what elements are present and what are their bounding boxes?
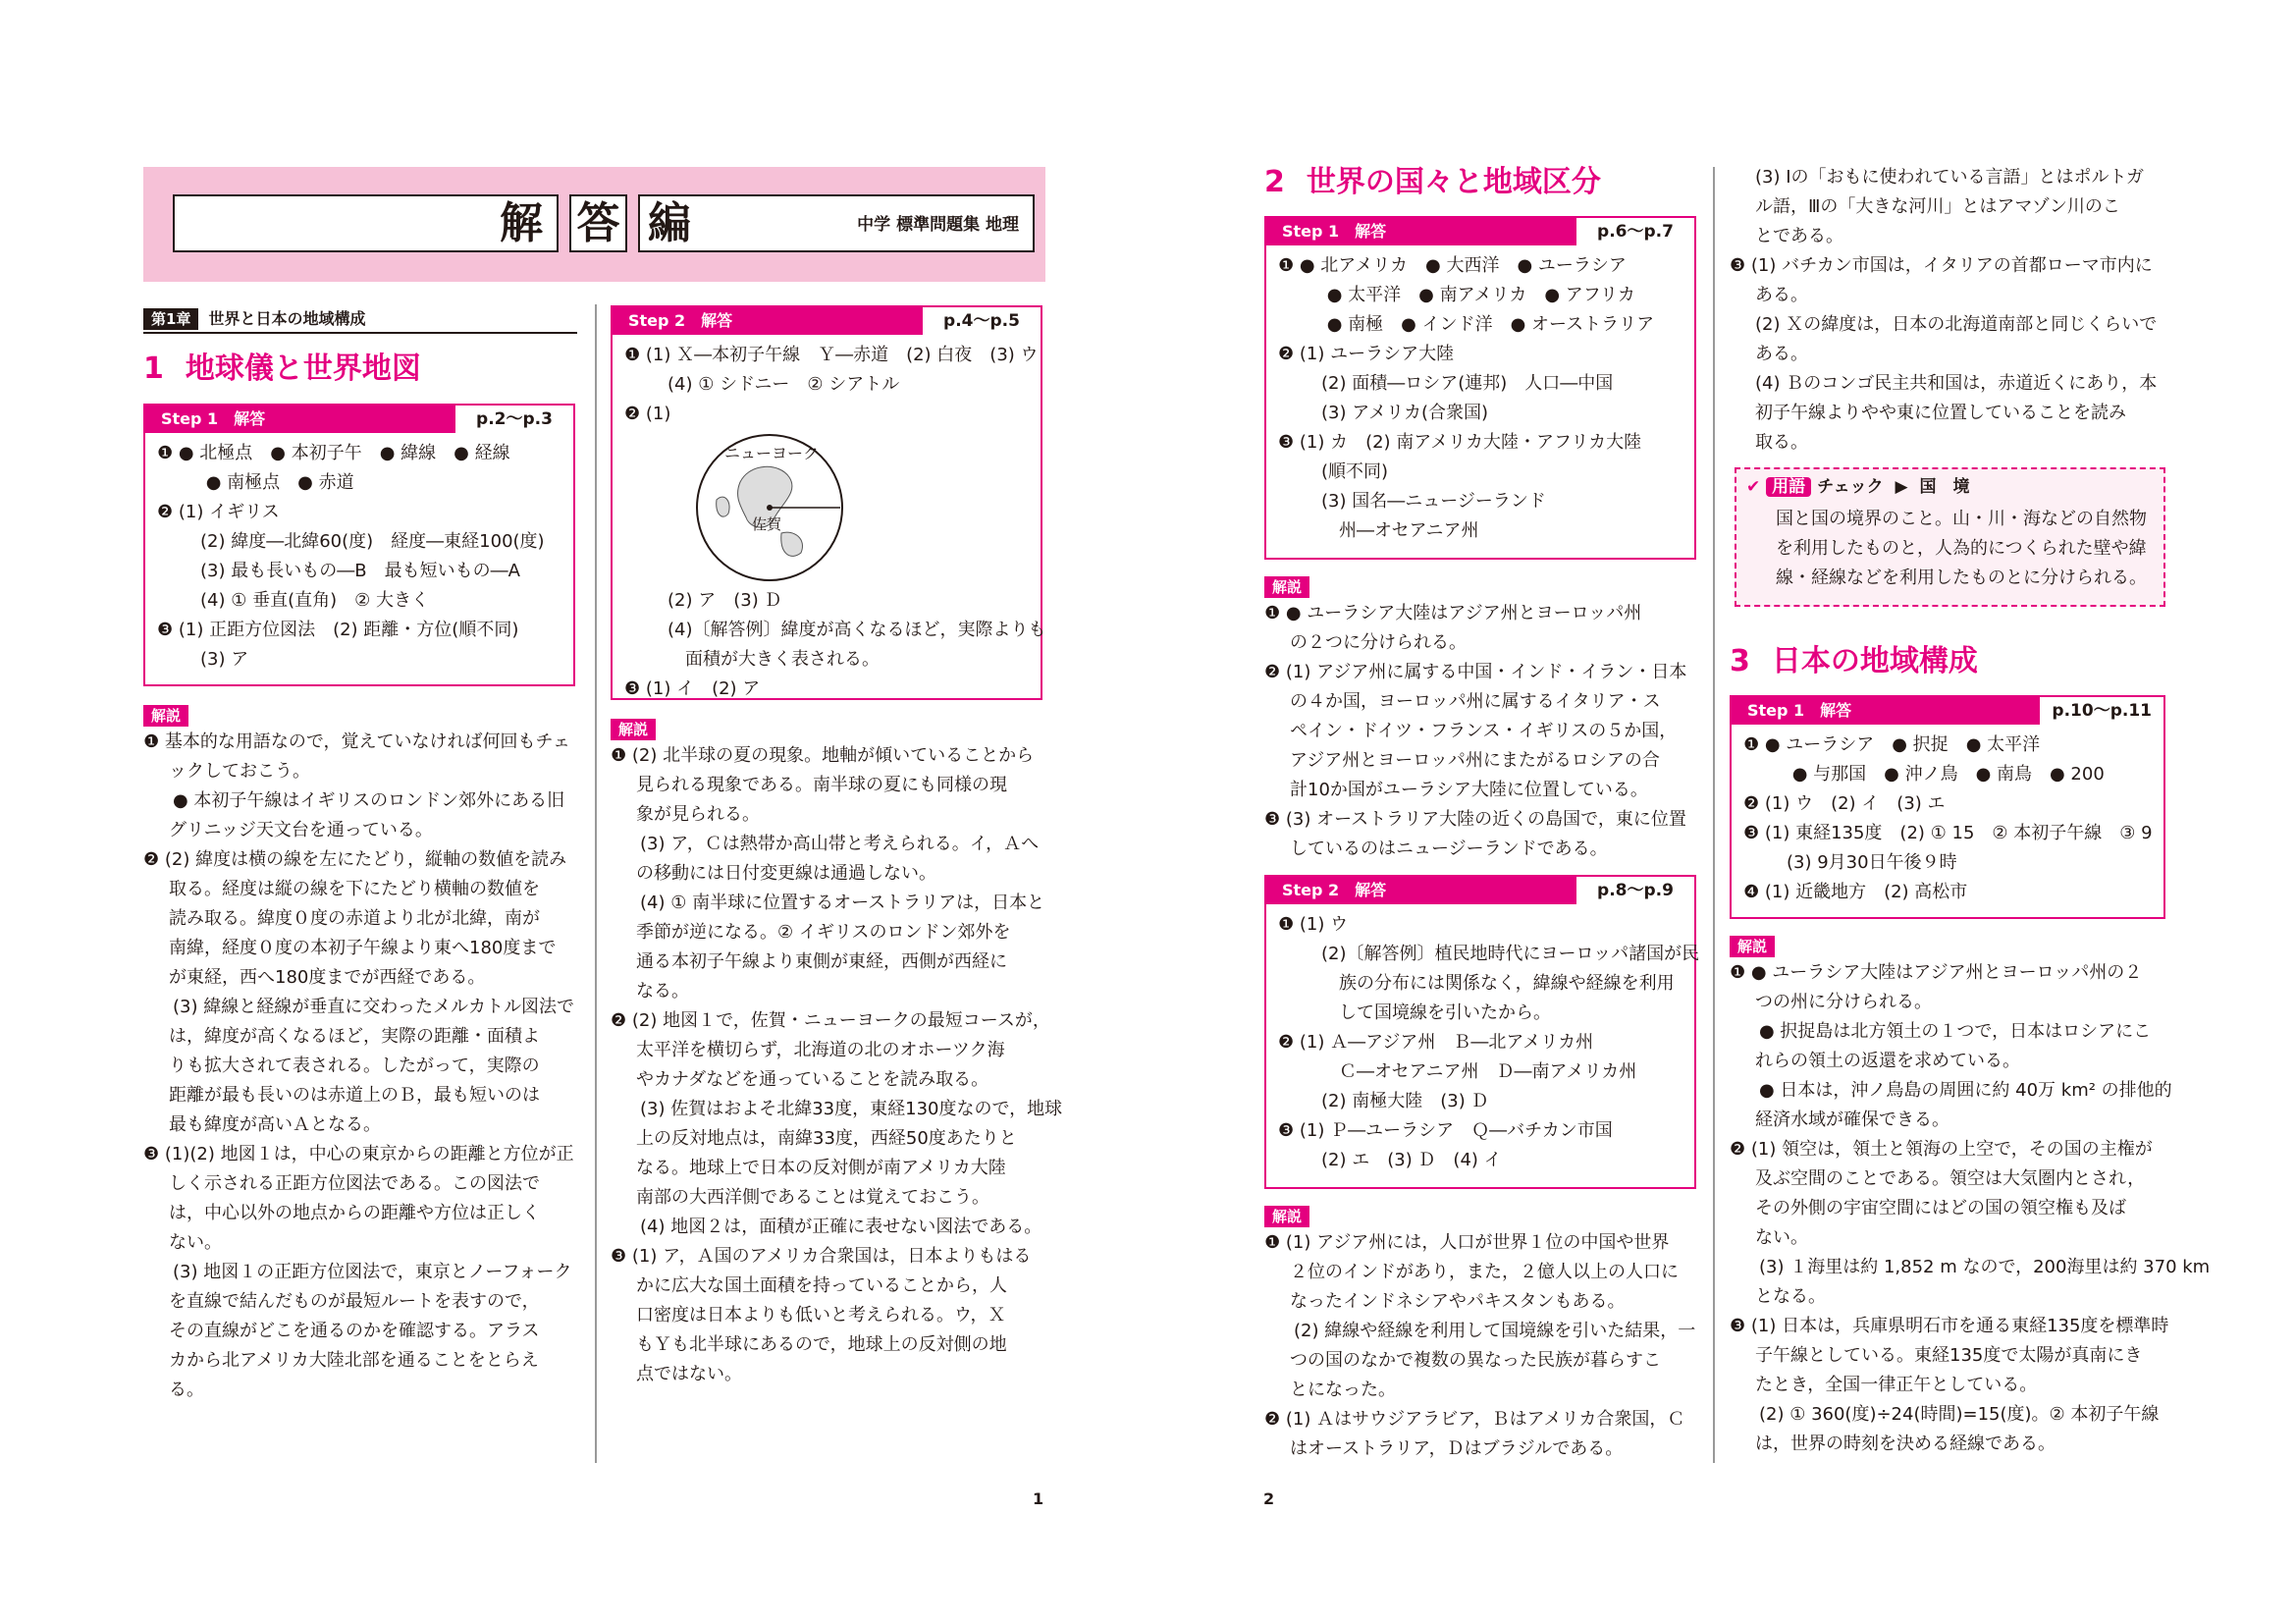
explanation-line: ● 択捉島は北方領土の１つで，日本はロシアにこ bbox=[1759, 1021, 2152, 1042]
explanation-line: ❸ (1) ア，Ａ国のアメリカ合衆国は，日本よりもはる bbox=[611, 1246, 1032, 1267]
explanation-line: を直線で結んだものが最短ルートを表すので， bbox=[169, 1291, 540, 1312]
answer-line: ● 南極 ● インド洋 ● オーストラリア bbox=[1304, 314, 1655, 335]
section-2-title: 2 世界の国々と地域区分 bbox=[1264, 165, 1601, 199]
title-char-3: 編 bbox=[648, 198, 691, 248]
explanation-line: ❷ (1) アジア州に属する中国・インド・イラン・日本 bbox=[1264, 662, 1687, 682]
s1-step2-answers-b bbox=[613, 580, 1056, 712]
explanation-line: ❷ (2) 緯度は横の線を左にたどり，縦軸の数値を読み bbox=[143, 849, 567, 870]
explanation-line: 口密度は日本よりも低いと考えられる。ウ，Ｘ bbox=[636, 1305, 1006, 1326]
explanation-line: 経済水域が確保できる。 bbox=[1755, 1110, 1949, 1130]
term-word: 国 境 bbox=[1919, 477, 1970, 497]
explanation-line: 上の反対地点は，南緯33度，西経50度あたりと bbox=[636, 1128, 1017, 1149]
s2-step1-header: Step 1 解答 p.6〜p.7 bbox=[1266, 218, 1694, 245]
answer-line: ❷ (1) イギリス bbox=[157, 502, 280, 522]
explanation-line: かに広大な国土面積を持っていることから，人 bbox=[636, 1275, 1007, 1296]
answer-line: (2) 面積―ロシア(連邦) 人口―中国 bbox=[1304, 373, 1614, 394]
answer-line: ❷ (1) ユーラシア大陸 bbox=[1278, 344, 1455, 364]
answer-line: (3) 国名―ニュージーランド bbox=[1304, 491, 1546, 512]
answer-line: して国境線を引いたから。 bbox=[1304, 1002, 1551, 1023]
explanation-line: その外側の宇宙空間にはどの国の領空権も及ば bbox=[1755, 1198, 2126, 1218]
explanation-line: る。 bbox=[169, 1380, 204, 1400]
column-divider-1 bbox=[595, 304, 597, 1463]
term-check-label: チェック bbox=[1817, 477, 1884, 497]
explanation-line: りも拡大されて表される。したがって，実際の bbox=[169, 1056, 540, 1076]
s2-step2-box bbox=[1264, 875, 1700, 1189]
globe-label-saga: 佐賀 bbox=[752, 515, 782, 533]
explanation-line: (3) ア，Ｃは熱帯か高山帯と考えられる。イ，Ａへ bbox=[640, 834, 1040, 854]
title-box-char2 bbox=[569, 194, 627, 252]
explanation-line: 子午線としている。東経135度で太陽が真南にき bbox=[1755, 1345, 2143, 1366]
explanation-line: 南緯，経度０度の本初子午線より東へ180度まで bbox=[169, 938, 557, 958]
explanation-line: はオーストラリア，Ｄはブラジルである。 bbox=[1290, 1438, 1624, 1459]
answer-line: 族の分布には関係なく，緯線や経線を利用 bbox=[1304, 973, 1675, 994]
explanation-line: ある。 bbox=[1755, 285, 1808, 305]
answer-line: ● 南極点 ● 赤道 bbox=[183, 472, 354, 493]
explanation-line: ❶ ● ユーラシア大陸はアジア州とヨーロッパ州 bbox=[1264, 603, 1642, 623]
explanation-line: となる。 bbox=[1755, 1286, 1826, 1307]
explanation-line: しく示される正距方位図法である。この図法で bbox=[169, 1173, 540, 1194]
answer-line: ❶ (1) Ｘ―本初子午線 Ｙ―赤道 (2) 白夜 (3) ウ bbox=[624, 345, 1039, 365]
explanation-line: ❸ (1) バチカン市国は，イタリアの首都ローマ市内に bbox=[1730, 255, 2153, 276]
s1-step2-box bbox=[611, 305, 1046, 700]
page-number-1: 1 bbox=[1033, 1489, 1044, 1508]
s2-kaisetsu-label: 解説 bbox=[1264, 571, 1309, 601]
term-definition-line: を利用したものと，人為的につくられた壁や緯 bbox=[1776, 538, 2147, 559]
explanation-line: 通る本初子午線より東側が東経，西側が西経に bbox=[636, 951, 1007, 972]
explanation-line: ❶ (2) 北半球の夏の現象。地軸が傾いていることから bbox=[611, 745, 1035, 766]
answer-line: (2) ア (3) Ｄ bbox=[650, 590, 782, 611]
term-definition bbox=[1736, 505, 2163, 593]
answer-line: ❶ ● ユーラシア ● 択捉 ● 太平洋 bbox=[1743, 734, 2041, 755]
s3-step1-pages: p.10〜p.11 bbox=[2038, 697, 2163, 725]
explanation-line: その直線がどこを通るのかを確認する。アラス bbox=[169, 1321, 540, 1341]
explanation-line: たとき，全国一律正午としている。 bbox=[1755, 1375, 2038, 1395]
explanation-line: ない。 bbox=[1755, 1227, 1808, 1248]
answer-line: ❷ (1) bbox=[624, 404, 671, 424]
answer-line: ❷ (1) Ａ―アジア州 Ｂ―北アメリカ州 bbox=[1278, 1032, 1594, 1053]
explanation-line: 季節が逆になる。② イギリスのロンドン郊外を bbox=[636, 922, 1011, 943]
explanation-line: 見られる現象である。南半球の夏にも同様の現 bbox=[636, 775, 1007, 795]
explanation-line: やカナダなどを通っていることを読み取る。 bbox=[636, 1069, 989, 1090]
explanation-line: ❷ (2) 地図１で，佐賀・ニューヨークの最短コースが， bbox=[611, 1010, 1050, 1031]
explanation-line: (4) Ｂのコンゴ民主共和国は，赤道近くにあり，本 bbox=[1755, 373, 2158, 394]
explanation-line: (3) 佐賀はおよそ北緯33度，東経130度なので，地球 bbox=[640, 1099, 1063, 1119]
explanation-line: 南部の大西洋側であることは覚えておこう。 bbox=[636, 1187, 989, 1208]
s2-step1-box bbox=[1264, 216, 1696, 560]
s1-step1-pages: p.2〜p.3 bbox=[454, 406, 573, 433]
explanation-line: は，緯度が高くなるほど，実際の距離・面積よ bbox=[169, 1026, 540, 1047]
s1-step1-box bbox=[143, 404, 575, 686]
explanation-line: アジア州とヨーロッパ州にまたがるロシアの合 bbox=[1290, 750, 1660, 771]
s1-kaisetsu-label: 解説 bbox=[143, 700, 188, 730]
explanation-line: が東経，西へ180度までが西経である。 bbox=[169, 967, 486, 988]
s1-step2-answers-a bbox=[613, 335, 1041, 437]
explanation-line: とである。 bbox=[1755, 226, 1843, 246]
s2-step2-answers bbox=[1266, 904, 1700, 1183]
answer-line: (4) ① シドニー ② シアトル bbox=[650, 374, 900, 395]
explanation-line: れらの領土の返還を求めている。 bbox=[1755, 1051, 2020, 1071]
term-definition-line: 線・経線などを利用したものとに分けられる。 bbox=[1776, 568, 2147, 588]
explanation-line: ２位のインドがあり，また，２億人以上の人口に bbox=[1290, 1262, 1679, 1282]
explanation-line: なったインドネシアやパキスタンもある。 bbox=[1290, 1291, 1626, 1312]
answer-line: (3) 最も長いもの―B 最も短いもの―A bbox=[183, 561, 520, 581]
explanation-line: 及ぶ空間のことである。領空は大気圏内とされ， bbox=[1755, 1168, 2146, 1189]
globe-map-figure bbox=[671, 423, 868, 586]
answer-line: (2) 緯度―北緯60(度) 経度―東経100(度) bbox=[183, 531, 545, 552]
explanation-line: (3) Ⅰの「おもに使われている言語」とはポルトガ bbox=[1755, 167, 2144, 188]
explanation-line: とになった。 bbox=[1290, 1380, 1396, 1400]
term-check-header: ✔ 用語 チェック ▶ 国 境 bbox=[1746, 477, 1970, 497]
explanation-line: ❸ (3) オーストラリア大陸の近くの島国で，東に位置 bbox=[1264, 809, 1686, 830]
answer-line: (2) 南極大陸 (3) Ｄ bbox=[1304, 1091, 1489, 1111]
answer-line: ❸ (1) 正距方位図法 (2) 距離・方位(順不同) bbox=[157, 620, 519, 640]
explanation-line: ❸ (1)(2) 地図１は，中心の東京からの距離と方位が正 bbox=[143, 1144, 574, 1164]
explanation-line: なる。地球上で日本の反対側が南アメリカ大陸 bbox=[636, 1158, 1006, 1178]
answer-line: (2) エ (3) Ｄ (4) イ bbox=[1304, 1150, 1502, 1170]
s2-step2-header: Step 2 解答 p.8〜p.9 bbox=[1266, 877, 1694, 904]
s2-step1-pages: p.6〜p.7 bbox=[1575, 218, 1694, 245]
explanation-line: (2) 緯線や経線を利用して国境線を引いた結果，一 bbox=[1294, 1321, 1696, 1341]
section-3-title: 3 日本の地域構成 bbox=[1730, 644, 1978, 678]
explanation-line: 読み取る。緯度０度の赤道より北が北緯，南が bbox=[169, 908, 540, 929]
explanation-line: 距離が最も長いのは赤道上のＢ，最も短いのは bbox=[169, 1085, 540, 1106]
explanation-line: カから北アメリカ大陸北部を通ることをとらえ bbox=[169, 1350, 539, 1371]
explanation-line: ❶ 基本的な用語なので，覚えていなければ何回もチェ bbox=[143, 731, 570, 752]
explanation-line: (4) ① 南半球に位置するオーストラリアは，日本と bbox=[640, 893, 1045, 913]
explanation-line: 最も緯度が高いＡとなる。 bbox=[169, 1114, 381, 1135]
explanation-line: (3) １海里は約 1,852 m なので，200海里は約 370 km bbox=[1759, 1257, 2211, 1277]
check-icon: ✔ bbox=[1746, 477, 1761, 497]
s3-step1-header: Step 1 解答 p.10〜p.11 bbox=[1732, 697, 2163, 725]
explanation-line: ● 日本は，沖ノ鳥島の周囲に約 40万 km² の排他的 bbox=[1759, 1080, 2172, 1101]
title-box-main bbox=[173, 194, 559, 252]
explanation-line: 象が見られる。 bbox=[636, 804, 760, 825]
globe-label-newyork: ニューヨーク bbox=[724, 444, 820, 462]
explanation-line: 太平洋を横切らず，北海道の北のオホーツク海 bbox=[636, 1040, 1005, 1060]
term-definition-line: 国と国の境界のこと。山・川・海などの自然物 bbox=[1776, 509, 2147, 529]
explanation-line: つの国のなかで複数の異なった民族が暮らすこ bbox=[1290, 1350, 1661, 1371]
title-box-char3 bbox=[638, 194, 1035, 252]
s1-step2-pages: p.4〜p.5 bbox=[921, 307, 1041, 335]
answer-line: ❶ ● 北アメリカ ● 大西洋 ● ユーラシア bbox=[1278, 255, 1627, 276]
explanation-line: なる。 bbox=[636, 981, 689, 1001]
s1-kaisetsu2-text bbox=[611, 741, 1063, 1389]
term-check-box bbox=[1735, 467, 2165, 607]
s3-step1-box bbox=[1730, 695, 2165, 919]
answer-line: ❶ ● 北極点 ● 本初子午 ● 緯線 ● 経線 bbox=[157, 443, 510, 463]
explanation-line: ペイン・ドイツ・フランス・イギリスの５か国， bbox=[1290, 721, 1678, 741]
explanation-line: ックしておこう。 bbox=[169, 761, 310, 782]
s1-step1-header: Step 1 解答 p.2〜p.3 bbox=[145, 406, 573, 433]
answer-line: (3) ア bbox=[183, 649, 249, 670]
answer-line: ❹ (1) 近畿地方 (2) 高松市 bbox=[1743, 882, 1968, 902]
explanation-line: ❸ (1) 日本は，兵庫県明石市を通る東経135度を標準時 bbox=[1730, 1316, 2169, 1336]
s1-kaisetsu-text bbox=[143, 728, 580, 1405]
answer-line: (4) ① 垂直(直角) ② 大きく bbox=[183, 590, 429, 611]
explanation-line: しているのはニュージーランドである。 bbox=[1290, 839, 1608, 859]
explanation-line: 計10か国がユーラシア大陸に位置している。 bbox=[1290, 780, 1648, 800]
answer-line: ❶ (1) ウ bbox=[1278, 914, 1349, 935]
explanation-line: ❶ ● ユーラシア大陸はアジア州とヨーロッパ州の２ bbox=[1730, 962, 2143, 983]
answer-line: Ｃ―オセアニア州 Ｄ―南アメリカ州 bbox=[1304, 1061, 1637, 1082]
explanation-line: (4) 地図２は，面積が正確に表せない図法である。 bbox=[640, 1217, 1042, 1237]
answer-line: (2)〔解答例〕植民地時代にヨーロッパ諸国が民 bbox=[1304, 944, 1700, 964]
chapter-rule bbox=[143, 332, 577, 334]
explanation-line: の移動には日付変更線は通過しない。 bbox=[636, 863, 936, 884]
answer-line: ❸ (1) イ (2) ア bbox=[624, 678, 761, 699]
s2-step2-pages: p.8〜p.9 bbox=[1575, 877, 1694, 904]
answer-line: ❸ (1) Ｐ―ユーラシア Ｑ―バチカン市国 bbox=[1278, 1120, 1613, 1141]
explanation-line: つの州に分けられる。 bbox=[1755, 992, 1932, 1012]
chapter-label bbox=[143, 308, 365, 330]
explanation-line: の２つに分けられる。 bbox=[1290, 632, 1467, 653]
answer-line: (3) 9月30日午後９時 bbox=[1769, 852, 1957, 873]
s3-step1-answers bbox=[1732, 725, 2163, 915]
answer-line: ● 与那国 ● 沖ノ鳥 ● 南鳥 ● 200 bbox=[1769, 764, 2105, 785]
explanation-line: もＹも北半球にあるので，地球上の反対側の地 bbox=[636, 1334, 1007, 1355]
page-number-2: 2 bbox=[1263, 1489, 1275, 1508]
s2-kaisetsu2-text bbox=[1264, 1228, 1701, 1464]
chapter-title: 世界と日本の地域構成 bbox=[208, 309, 366, 328]
explanation-line: ❷ (1) 領空は，領土と領海の上空で，その国の主権が bbox=[1730, 1139, 2153, 1160]
explanation-line: ある。 bbox=[1755, 344, 1808, 364]
explanation-line: 取る。 bbox=[1755, 432, 1808, 453]
s3-kaisetsu-text bbox=[1730, 958, 2211, 1459]
term-tag: 用語 bbox=[1766, 477, 1811, 497]
title-char-1: 解 bbox=[500, 198, 543, 248]
explanation-line: (3) 緯線と経線が垂直に交わったメルカトル図法で bbox=[173, 997, 575, 1017]
answer-line: ❸ (1) カ (2) 南アメリカ大陸・アフリカ大陸 bbox=[1278, 432, 1642, 453]
explanation-line: 点ではない。 bbox=[636, 1364, 742, 1384]
answer-line: (順不同) bbox=[1304, 461, 1389, 482]
explanation-line: ❶ (1) アジア州には，人口が世界１位の中国や世界 bbox=[1264, 1232, 1670, 1253]
chapter-badge: 第1章 bbox=[143, 308, 198, 330]
col4-top-text bbox=[1730, 163, 2171, 458]
answer-line: (4)〔解答例〕緯度が高くなるほど，実際よりも bbox=[650, 620, 1046, 640]
explanation-line: ない。 bbox=[169, 1232, 222, 1253]
answer-line: (3) アメリカ(合衆国) bbox=[1304, 403, 1489, 423]
column-divider-2 bbox=[1713, 167, 1715, 1463]
answer-line: ❸ (1) 東経135度 (2) ① 15 ② 本初子午線 ③ 9 bbox=[1743, 823, 2153, 843]
s1-step1-answers bbox=[145, 433, 573, 682]
answer-line: ❷ (1) ウ (2) イ (3) エ bbox=[1743, 793, 1946, 814]
explanation-line: (3) 地図１の正距方位図法で，東京とノーフォーク bbox=[173, 1262, 572, 1282]
explanation-line: は，世界の時刻を決める経線である。 bbox=[1755, 1434, 2056, 1454]
explanation-line: 初子午線よりやや東に位置していることを読み bbox=[1755, 403, 2126, 423]
title-banner bbox=[143, 167, 1045, 282]
s3-kaisetsu-label: 解説 bbox=[1730, 931, 1775, 960]
s2-kaisetsu-text bbox=[1264, 599, 1701, 864]
s1-step2-header: Step 2 解答 p.4〜p.5 bbox=[613, 307, 1041, 335]
title-char-2: 答 bbox=[576, 198, 620, 248]
explanation-line: ル語，Ⅲの「大きな河川」とはアマゾン川のこ bbox=[1755, 196, 2120, 217]
answer-line: 面積が大きく表される。 bbox=[650, 649, 880, 670]
explanation-line: は，中心以外の地点からの距離や方位は正しく bbox=[169, 1203, 540, 1223]
explanation-line: ❷ (1) Ａはサウジアラビア，Ｂはアメリカ合衆国，Ｃ bbox=[1264, 1409, 1685, 1430]
explanation-line: (2) Ｘの緯度は，日本の北海道南部と同じくらいで bbox=[1755, 314, 2158, 335]
explanation-line: の４か国，ヨーロッパ州に属するイタリア・ス bbox=[1290, 691, 1661, 712]
s2-kaisetsu2-label: 解説 bbox=[1264, 1201, 1309, 1230]
section-1-title: 1 地球儀と世界地図 bbox=[143, 352, 421, 386]
book-subtitle: 中学 標準問題集 地理 bbox=[857, 215, 1019, 235]
explanation-line: (2) ① 360(度)÷24(時間)=15(度)。② 本初子午線 bbox=[1759, 1404, 2160, 1425]
explanation-line: 取る。経度は縦の線を下にたどり横軸の数値を bbox=[169, 879, 540, 899]
explanation-line: ● 本初子午線はイギリスのロンドン郊外にある旧 bbox=[173, 790, 565, 811]
s1-kaisetsu2-label: 解説 bbox=[611, 714, 656, 743]
explanation-line: グリニッジ天文台を通っている。 bbox=[169, 820, 433, 840]
s2-step1-answers bbox=[1266, 245, 1694, 554]
answer-line: 州―オセアニア州 bbox=[1304, 520, 1479, 541]
answer-line: ● 太平洋 ● 南アメリカ ● アフリカ bbox=[1304, 285, 1635, 305]
